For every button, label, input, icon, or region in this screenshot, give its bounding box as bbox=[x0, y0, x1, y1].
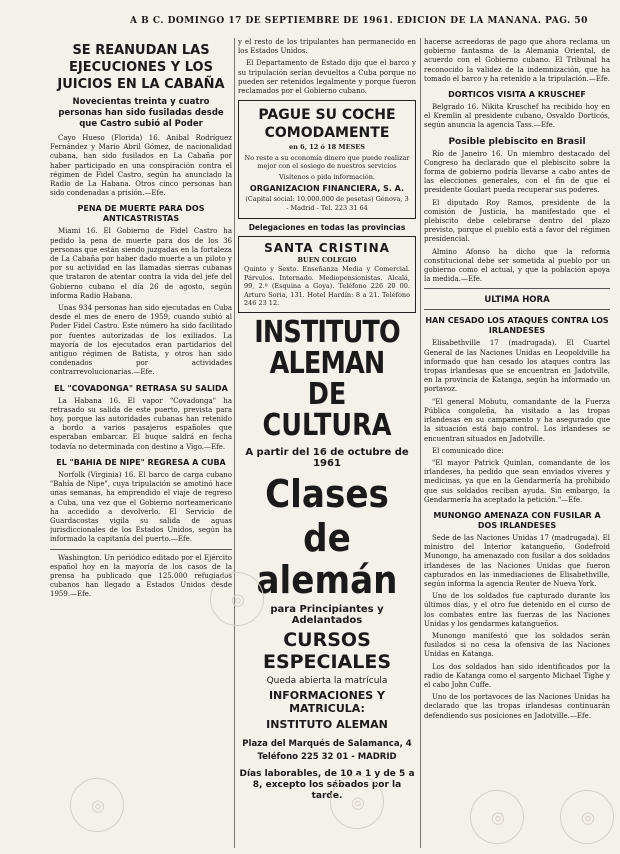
watermark-stamp: ◎ bbox=[320, 765, 394, 839]
section-heading: HAN CESADO LOS ATAQUES CONTRA LOS IRLANDESES bbox=[425, 316, 609, 336]
advertisement-colegio bbox=[238, 236, 416, 313]
advertisement-instituto bbox=[238, 314, 416, 802]
column-divider bbox=[420, 38, 421, 848]
article-paragraph: Río de Janeiro 16. Un miembro destacado del Congreso ha declarado que el plebiscito sobre la forma de gobierno podría llevarse a cabo antes de las elecciones generales, con el fin de que el presidente Goulart pueda recuperar sus poderes. bbox=[424, 149, 610, 195]
article-paragraph: Elisabethville 17 (madrugada). El Cuartel General de las Naciones Unidas en Leopoldville ha informado que han cesado los ataques contra las tropas irlandesas que se encuentran en Jadotville, en la provincia de Katanga, según ha informado un portavoz. bbox=[424, 339, 610, 394]
article-paragraph: Unas 934 personas han sido ejecutadas en Cuba desde el mes de enero de 1959, cuando subió al Poder Fidel Castro. Este número ha sido facilitado por fuentes autorizadas de los exiliados. La mayoría de los ejecutados eran partidarios del antiguo régimen de Batista, y otros han sido condenados por actividades contrarrevolucionarias.—Efe. bbox=[50, 304, 232, 377]
headline-ejecuciones: SE REANUDAN LAS EJECUCIONES Y LOS JUICIOS EN LA CABAÑA bbox=[57, 43, 225, 92]
article-paragraph: Miami 16. El Gobierno de Fidel Castro ha pedido la pena de muerte para dos de los 36 personas que están siendo juzgadas en la fortaleza de La Cabaña por haber dado muerte a un piloto y por su actividad en las llamadas sierras cubanas que trataron de atentar contra la vida del jefe del Gobierno cubano el día 26 de agosto, según informa Radio Habana. bbox=[50, 227, 232, 300]
ad-line: No reste a su economía dinero que puede realizar mejor con el sosiego de nuestros servicios bbox=[244, 153, 410, 171]
ad-info: INFORMACIONES Y MATRICULA: bbox=[268, 688, 386, 715]
column-middle bbox=[238, 38, 416, 848]
ad-school-text: Quinto y Sexto. Enseñanza Media y Comercial. Párvulos. Internado. Mediopensionistas. Alcalá, 99, 2.º (Esquina a Goya). Teléfono 226 20 00. Arturo Soria, 131. Hotel Hardín: 8 a 21. Teléfono 246 23 12. bbox=[244, 265, 410, 308]
article-paragraph: "El general Mobutu, comandante de la Fuerza Pública congoleña, ha visitado a las tropas irlandesas en su campamento y ha asegurado que la situación está bajo control. Los irlandeses se encuentran situados en Jadotville. bbox=[424, 397, 610, 443]
ad-date: A partir del 16 de octubre de 1961 bbox=[245, 446, 409, 469]
article-paragraph: El Departamento de Estado dijo que el barco y su tripulación serían devueltos a Cuba porque no pueden ser retenidos legalmente y porque fueron reclamados por el Gobierno cubano. bbox=[238, 59, 416, 96]
section-heading: EL "COVADONGA" RETRASA SU SALIDA bbox=[54, 383, 228, 393]
article-paragraph: Belgrado 16. Nikita Kruschef ha recibido hoy en el Kremlin al presidente cubano, Osvaldo Dorticós, según anuncia la agencia Tass.—Efe. bbox=[424, 103, 610, 130]
ad-school-sub: BUEN COLEGIO bbox=[297, 256, 357, 265]
article-paragraph: y el resto de los tripulantes han permanecido en los Estados Unidos. bbox=[238, 38, 416, 56]
article-paragraph: Norfolk (Virginia) 16. El barco de carga cubano "Bahía de Nipe", cuya tripulación se amotinó hace unas semanas, ha emprendido el viaje de regreso a Cuba, una vez que el Gobierno norteamericano ha accedido a devolverlo. El Servicio de Guardacostas vigila su salida de aguas jurisdiccionales de los Estados Unidos, según ha informado la capitanía del puerto.—Efe. bbox=[50, 470, 232, 544]
running-head: A B C. DOMINGO 17 DE SEPTIEMBRE DE 1961. EDICION DE LA MAÑANA. PAG. 50 bbox=[130, 16, 588, 26]
ad-line: en 6, 12 ó 18 MESES bbox=[289, 143, 365, 152]
ad-clases: de alemán bbox=[256, 515, 398, 602]
ad-clases: Clases bbox=[265, 471, 389, 516]
section-heading: DORTICOS VISITA A KRUSCHEF bbox=[448, 90, 586, 100]
ad-address: Plaza del Marqués de Salamanca, 4 bbox=[242, 738, 412, 749]
ad-company: ORGANIZACION FINANCIERA, S. A. bbox=[249, 184, 405, 194]
ad-hours: Días laborables, de 10 a 1 y de 5 a 8, excepto los sábados por la tarde. bbox=[239, 768, 415, 801]
watermark-stamp: ◎ bbox=[550, 780, 620, 854]
section-heading: PENA DE MUERTE PARA DOS ANTICASTRISTAS bbox=[77, 204, 205, 224]
article-paragraph: El comunicado dice: bbox=[432, 446, 504, 455]
article-paragraph: Washington. Un periódico editado por el Ejército español hoy en la mayoría de los casos de la prensa ha publicado que 125.000 refugiados cubanos han llegado a Estados Unidos desde 1959.—Efe. bbox=[50, 553, 232, 599]
article-paragraph: La Habana 16. El vapor "Covadonga" ha retrasado su salida de este puerto, prevista para hoy, porque las autoridades cubanas han retenido a bordo a varios pasajeros españoles que esperaban embarcar. El buque saldrá en fecha todavía no determinada con destino a Vigo.—Efe. bbox=[50, 396, 232, 451]
article-paragraph: Uno de los portavoces de las Naciones Unidas ha declarado que las tropas irlandesas continuarán defendiendo sus posiciones en Jadotville.—Efe. bbox=[424, 693, 610, 720]
column-right bbox=[424, 38, 610, 848]
column-divider bbox=[234, 38, 235, 848]
article-paragraph: Los dos soldados han sido identificados por la radio de Katanga como el sargento Michael Tighe y el cabo John Cuffe. bbox=[424, 662, 610, 689]
article-paragraph: hacerse acreedoras de pago que ahora reclama un gobierno fantasma de la Alemania Oriental, de acuerdo con el Gobierno cubano. El Tribunal ha reconocido la validez de la indemnización, que ha tomado el barco y ha retenido a la tripulación.—Efe. bbox=[424, 38, 610, 83]
watermark-stamp: ◎ bbox=[200, 562, 274, 636]
section-heading: Posible plebiscito en Brasil bbox=[448, 136, 586, 147]
ad-institute-title: DE CULTURA bbox=[262, 376, 392, 443]
ad-school-name: SANTA CRISTINA bbox=[264, 241, 390, 256]
article-paragraph: "El mayor Patrick Quinlan, comandante de los irlandeses, ha pedido que sean enviados víveres y medicinas, ya que en la Gendarmería ha prohibido que sus soldados reciban ayuda. Sin embargo, la Gendarmería ha aceptado la petición."—Efe. bbox=[424, 458, 610, 504]
ad-footer: Delegaciones en todas las provincias bbox=[248, 223, 406, 233]
watermark-stamp: ◎ bbox=[460, 780, 534, 854]
ad-matricula: Queda abierta la matrícula bbox=[266, 675, 388, 686]
section-heading: MUNONGO AMENAZA CON FUSILAR A DOS IRLANDESES bbox=[433, 510, 601, 530]
ad-phone: Teléfono 225 32 01 - MADRID bbox=[257, 751, 397, 762]
ad-levels: para Principiantes y Adelantados bbox=[270, 603, 384, 626]
ad-cursos: CURSOS ESPECIALES bbox=[262, 628, 392, 673]
article-paragraph: El diputado Roy Ramos, presidente de la comisión de Justicia, ha manifestado que el plebiscito debe celebrarse dentro del plazo previsto, porque el pueblo está a favor del régimen presidencial. bbox=[424, 198, 610, 244]
advertisement-financiera bbox=[238, 100, 416, 219]
column-left bbox=[50, 38, 232, 848]
article-paragraph: Uno de los soldados fue capturado durante los últimos días, y el otro fue detenido en el curso de los combates entre las fuerzas de las Naciones Unidas y los gendarmes katangueños. bbox=[424, 592, 610, 628]
rule bbox=[424, 288, 610, 289]
ad-info: INSTITUTO ALEMAN bbox=[266, 717, 388, 731]
ad-institute-title: INSTITUTO ALEMAN bbox=[254, 314, 400, 381]
rule bbox=[50, 549, 232, 550]
ad-line: Visítenos o pida información. bbox=[279, 172, 375, 181]
article-paragraph: Almino Afonso ha dicho que la reforma constitucional debe ser sometida al pueblo por un gobierno como el actual, y que la población apoya la medida.—Efe. bbox=[424, 247, 610, 284]
rule bbox=[424, 309, 610, 310]
ad-line: (Capital social: 10.000.000 de pesetas) Génova, 3 - Madrid - Tel. 223 31 64 bbox=[245, 195, 409, 212]
watermark-stamp: ◎ bbox=[60, 768, 134, 842]
section-heading: EL "BAHIA DE NIPE" REGRESA A CUBA bbox=[56, 457, 226, 467]
ad-title: PAGUE SU COCHE bbox=[258, 107, 396, 124]
article-paragraph: Sede de las Naciones Unidas 17 (madrugada). El ministro del Interior katangueño, Godefroid Munongo, ha amenazado con fusilar a dos soldados irlandeses de las Naciones Unidas que fueron capturados en las inmediaciones de Elisabethville, según informa la agencia Reuter de Nueva York. bbox=[424, 533, 610, 588]
article-paragraph: Munongo manifestó que los soldados serán fusilados si no cesa la ofensiva de las Naciones Unidas en Katanga. bbox=[424, 631, 610, 659]
subhead-fusiladas: Novecientas treinta y cuatro personas han sido fusiladas desde que Castro subió al Poder bbox=[58, 97, 224, 129]
article-paragraph: Cayo Hueso (Florida) 16. Anibal Rodríguez Fernández y Mario Abril Gómez, de nacionalidad cubana, han sido fusilados en La Cabaña por haber participado en una conspiración contra el régimen de Fidel Castro, según ha anunciado la Radio de La Habana. Otros cinco personas han sido condenadas a prisión.—Efe. bbox=[50, 134, 232, 198]
ultima-hora: ULTIMA HORA bbox=[484, 295, 550, 306]
ad-title: COMODAMENTE bbox=[264, 125, 390, 142]
